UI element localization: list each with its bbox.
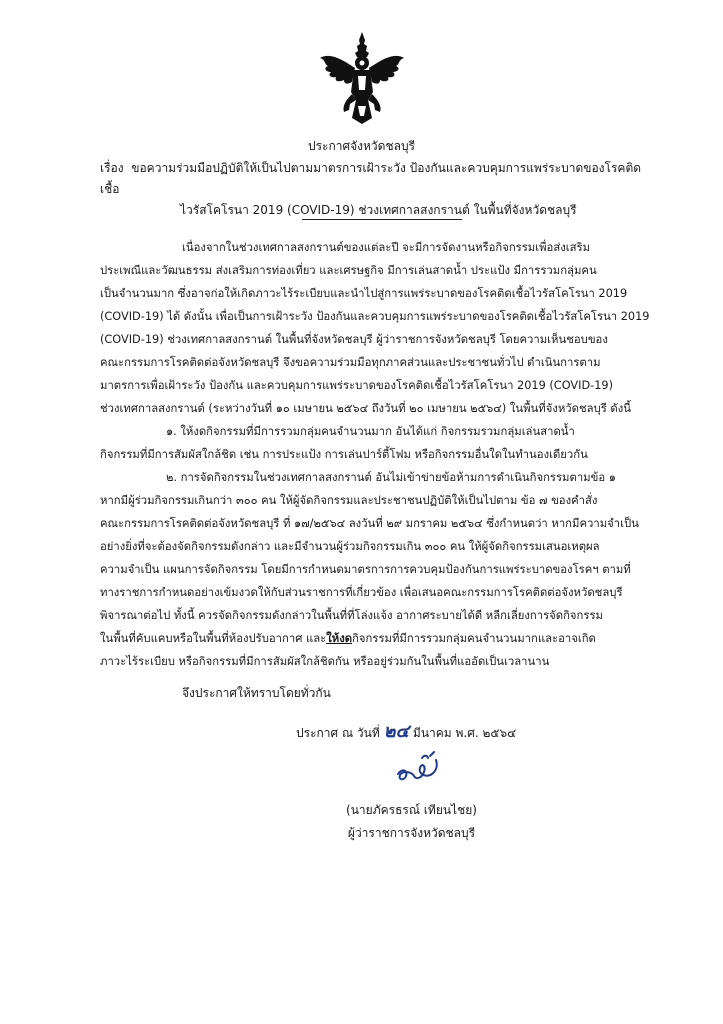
closing-text: จึงประกาศให้ทราบโดยทั่วกัน <box>182 686 331 700</box>
item-2-line: ๒. การจัดกิจกรรมในช่วงเทศกาลสงกรานต์ อันไม่เข้าข่ายข้อห้ามการดำเนินกิจกรรมตามข้อ ๑ <box>166 471 616 484</box>
date-suffix: มีนาคม พ.ศ. ๒๕๖๔ <box>412 726 517 740</box>
paragraph-line: คณะกรรมการโรคติดต่อจังหวัดชลบุรี จึงขอความร่วมมือทุกภาคส่วนและประชาชนทั่วไป ดำเนินการตาม <box>100 356 601 369</box>
item-2-line: ภาวะไร้ระเบียบ หรือกิจกรรมที่มีการสัมผัสใกล้ชิดกัน หรืออยู่ร่วมกันในพื้นที่แออัดเป็นเวลานาน <box>100 655 550 668</box>
date-line <box>296 716 516 745</box>
item-2-line: ทางราชการกำหนดอย่างเข้มงวดให้กับส่วนราชการที่เกี่ยวข้อง เพื่อเสนอคณะกรรมการโรคติดต่อจังหวัดชลบุรี <box>100 586 623 599</box>
emphasis-text: ให้งด <box>326 632 353 645</box>
subject-line-2: ไวรัสโคโรนา 2019 (COVID-19) ช่วงเทศกาลสงกรานต์ ในพื้นที่จังหวัดชลบุรี <box>180 203 577 217</box>
item-2-line-8-end: กิจกรรมที่มีการรวมกลุ่มคนจำนวนมากและอาจเกิด <box>352 632 596 645</box>
item-2-line: คณะกรรมการโรคติดต่อจังหวัดชลบุรี ที่ ๑๗/๒๕๖๔ ลงวันที่ ๒๙ มกราคม ๒๕๖๔ ซึ่งกำหนดว่า หากมีความจำเป็น <box>100 517 639 530</box>
item-2-line <box>100 627 660 650</box>
subject-line-1: ขอความร่วมมือปฏิบัติให้เป็นไปตามมาตรการเฝ้าระวัง ป้องกันและควบคุมการแพร่ระบาดของโรคติดเชื้อ <box>100 161 642 196</box>
body-text <box>100 236 660 673</box>
paragraph-line: มาตรการเพื่อเฝ้าระวัง ป้องกัน และควบคุมการแพร่ระบาดของโรคติดเชื้อไวรัสโคโรนา 2019 (COVID-19) <box>100 379 614 392</box>
garuda-emblem-icon <box>318 30 406 126</box>
paragraph-line: ช่วงเทศกาลสงกรานต์ (ระหว่างวันที่ ๑๐ เมษายน ๒๕๖๔ ถึงวันที่ ๒๐ เมษายน ๒๕๖๔) ในพื้นที่จังหวัดชลบุรี ดังนี้ <box>100 402 631 415</box>
document-title: ประกาศจังหวัดชลบุรี <box>307 139 416 153</box>
paragraph-line: (COVID-19) ช่วงเทศกาลสงกรานต์ ในพื้นที่จังหวัดชลบุรี ผู้ว่าราชการจังหวัดชลบุรี โดยความเห็นชอบของ <box>100 333 608 346</box>
subject-label: เรื่อง <box>100 161 124 175</box>
signatory-name: (นายภัครธรณ์ เทียนไชย) <box>346 803 477 817</box>
item-2-line: หากมีผู้ร่วมกิจกรรมเกินกว่า ๓๐๐ คน ให้ผู้จัดกิจกรรมและประชาชนปฏิบัติให้เป็นไปตาม ข้อ ๗ ของคำสั่ง <box>100 494 598 507</box>
paragraph-line: เนื่องจากในช่วงเทศกาลสงกรานต์ของแต่ละปี จะมีการจัดงานหรือกิจกรรมเพื่อส่งเสริม <box>182 241 591 254</box>
divider-line <box>302 219 462 220</box>
item-1-line: กิจกรรมที่มีการสัมผัสใกล้ชิด เช่น การประแป้ง การเล่นปาร์ตี้โฟม หรือกิจกรรมอื่นใดในทำนองเดียวกัน <box>100 448 588 461</box>
item-2-line: พิจารณาต่อไป ทั้งนี้ ควรจัดกิจกรรมดังกล่าวในพื้นที่ที่โล่งแจ้ง อากาศระบายได้ดี หลีกเลี่ยงการจัดกิจกรรม <box>100 609 603 622</box>
paragraph-line: ประเพณีและวัฒนธรรม ส่งเสริมการท่องเที่ยว และเศรษฐกิจ มีการเล่นสาดน้ำ ประแป้ง มีการรวมกลุ่มคน <box>100 264 597 277</box>
date-day: ๒๔ <box>383 721 410 742</box>
signatory-position: ผู้ว่าราชการจังหวัดชลบุรี <box>347 826 476 840</box>
item-2-line-8-start: ในพื้นที่คับแคบหรือในพื้นที่ห้องปรับอากาศ และ <box>100 632 327 645</box>
item-2-line: ความจำเป็น แผนการจัดกิจกรรม โดยมีการกำหนดมาตรการการควบคุมป้องกันการแพร่ระบาดของโรคฯ ตามที่ <box>100 563 631 576</box>
item-1-line: ๑. ให้งดกิจกรรมที่มีการรวมกลุ่มคนจำนวนมาก อันได้แก่ กิจกรรมรวมกลุ่มเล่นสาดน้ำ <box>166 425 575 438</box>
signature-icon <box>392 748 444 788</box>
paragraph-line: เป็นจำนวนมาก ซึ่งอาจก่อให้เกิดภาวะไร้ระเบียบและนำไปสู่การแพร่ระบาดของโรคติดเชื้อไวรัสโคโรนา 2019 <box>100 287 628 300</box>
date-prefix: ประกาศ ณ วันที่ <box>296 726 380 740</box>
subject-block <box>100 158 660 221</box>
paragraph-line: (COVID-19) ได้ ดังนั้น เพื่อเป็นการเฝ้าระวัง ป้องกันและควบคุมการแพร่ระบาดของโรคติดเชื้อไวรัสโคโรนา 2019 <box>100 310 650 323</box>
item-2-line: อย่างยิ่งที่จะต้องจัดกิจกรรมดังกล่าว และมีจำนวนผู้ร่วมกิจกรรมเกิน ๓๐๐ คน ให้ผู้จัดกิจกรรมเสนอเหตุผล <box>100 540 600 553</box>
